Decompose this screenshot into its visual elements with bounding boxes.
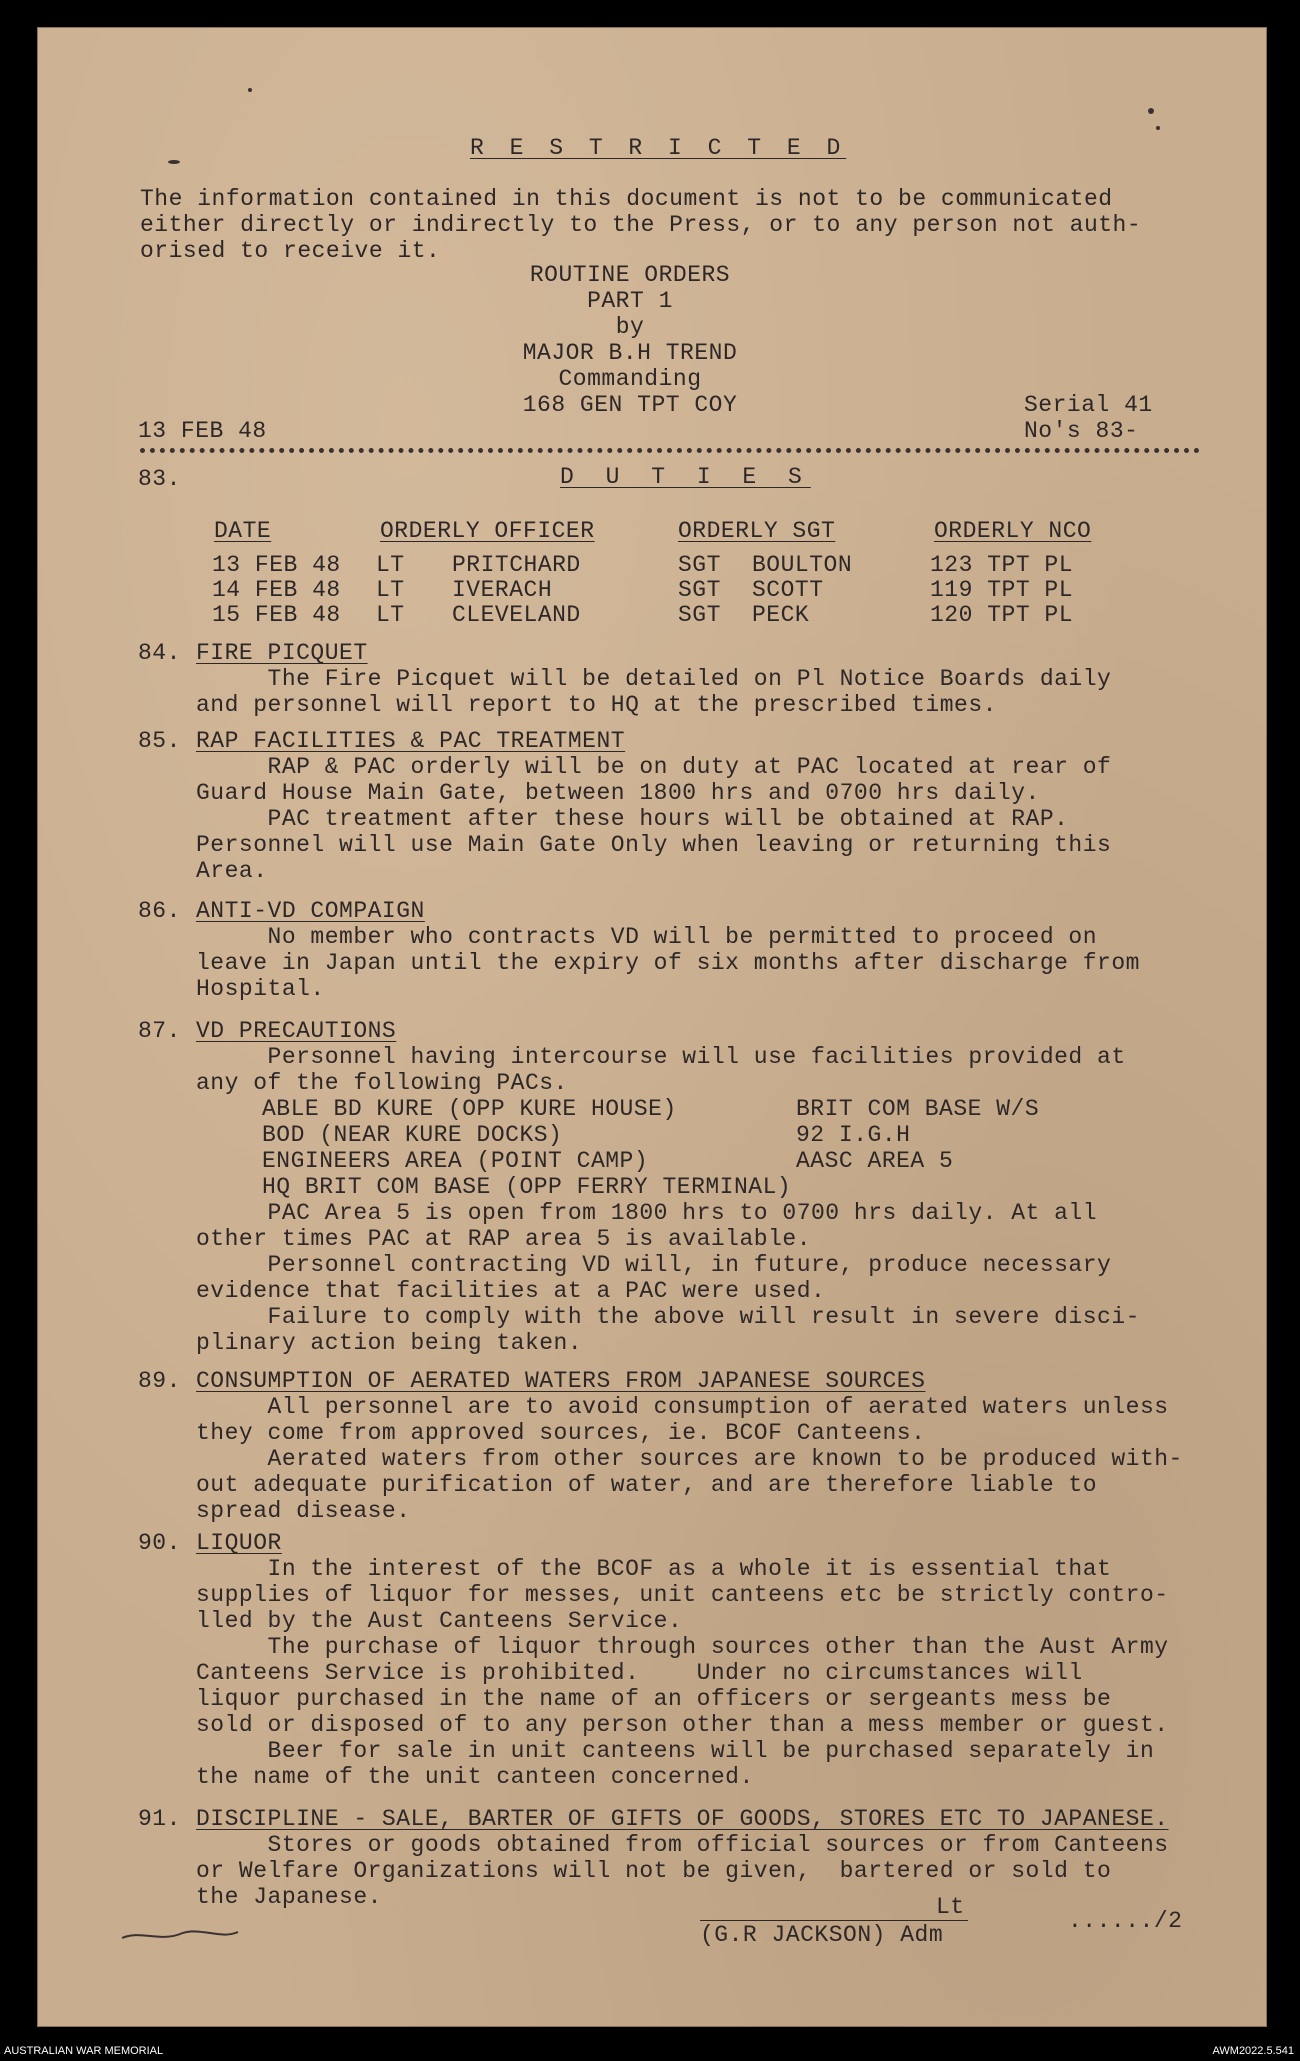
order-90-line: sold or disposed of to any person other than a mess member or guest. [196, 1712, 1169, 1738]
order-86-line: leave in Japan until the expiry of six months after discharge from [196, 950, 1140, 976]
order-90-line: supplies of liquor for messes, unit canteens etc be strictly contro- [196, 1582, 1169, 1608]
order-87-line: evidence that facilities at a PAC were used. [196, 1278, 826, 1304]
archive-reference: AWM2022.5.541 [1212, 2045, 1294, 2057]
order-heading-aerated-waters: CONSUMPTION OF AERATED WATERS FROM JAPANESE SOURCES [196, 1368, 926, 1394]
duties-cell: PRITCHARD [452, 552, 581, 578]
order-heading-discipline: DISCIPLINE - SALE, BARTER OF GIFTS OF GOODS, STORES ETC TO JAPANESE. [196, 1806, 1169, 1832]
title-line-5: Commanding [558, 366, 702, 392]
order-87-line: any of the following PACs. [196, 1070, 568, 1096]
order-date: 13 FEB 48 [138, 418, 267, 444]
pac-location: BRIT COM BASE W/S [796, 1096, 1040, 1122]
duties-cell: SGT [678, 602, 721, 628]
order-89-line: All personnel are to avoid consumption of aerated waters unless [196, 1394, 1169, 1420]
duties-cell: 120 TPT PL [930, 602, 1074, 628]
duties-col-header: ORDERLY OFFICER [380, 518, 595, 544]
pac-location: BOD (NEAR KURE DOCKS) [262, 1122, 563, 1148]
duties-cell: 14 FEB 48 [212, 577, 341, 603]
notice-line-3: orised to receive it. [140, 238, 441, 264]
order-89-line: Aerated waters from other sources are known to be produced with- [196, 1446, 1183, 1472]
order-91-line: or Welfare Organizations will not be given, bartered or sold to [196, 1858, 1112, 1884]
dotted-separator [140, 448, 1200, 463]
order-heading-vd-precautions: VD PRECAUTIONS [196, 1018, 397, 1044]
order-90-line: In the interest of the BCOF as a whole it is essential that [196, 1556, 1112, 1582]
duties-heading: D U T I E S [560, 464, 811, 490]
order-85-line: PAC treatment after these hours will be obtained at RAP. [196, 806, 1069, 832]
order-89-line: spread disease. [196, 1498, 411, 1524]
order-number-83: 83. [138, 466, 181, 492]
pac-location: ENGINEERS AREA (POINT CAMP) [262, 1148, 649, 1174]
archive-credit: AUSTRALIAN WAR MEMORIAL [4, 2045, 164, 2057]
duties-cell: SGT [678, 552, 721, 578]
pac-location: HQ BRIT COM BASE (OPP FERRY TERMINAL) [262, 1174, 792, 1200]
duties-cell: LT [376, 602, 405, 628]
title-line-4: MAJOR B.H TREND [522, 340, 738, 366]
order-90-line: liquor purchased in the name of an officers or sergeants mess be [196, 1686, 1112, 1712]
serial-number: Serial 41 [1024, 392, 1153, 418]
ink-spot [1156, 126, 1160, 130]
duties-cell: BOULTON [752, 552, 853, 578]
duties-cell: SCOTT [752, 577, 824, 603]
title-line-6: 168 GEN TPT COY [522, 392, 738, 418]
ink-spot [168, 160, 180, 164]
order-87-line: plinary action being taken. [196, 1330, 583, 1356]
order-84-line: and personnel will report to HQ at the prescribed times. [196, 692, 997, 718]
title-line-3: by [615, 314, 645, 340]
duties-cell: CLEVELAND [452, 602, 581, 628]
order-heading-anti-vd: ANTI-VD COMPAIGN [196, 898, 425, 924]
duties-cell: PECK [752, 602, 810, 628]
signature-rank: Lt [936, 1894, 965, 1920]
order-heading-fire-picquet: FIRE PICQUET [196, 640, 368, 666]
pac-location: AASC AREA 5 [796, 1148, 954, 1174]
order-85-line: Area. [196, 858, 268, 884]
order-number-91: 91. [138, 1806, 181, 1832]
restricted-heading: R E S T R I C T E D [470, 135, 847, 161]
duties-cell: SGT [678, 577, 721, 603]
ink-spot [248, 88, 252, 92]
order-89-line: they come from approved sources, ie. BCOF Canteens. [196, 1420, 926, 1446]
title-line-2: PART 1 [587, 288, 673, 314]
order-numbers: No's 83- [1024, 418, 1139, 444]
order-86-line: No member who contracts VD will be permitted to proceed on [196, 924, 1098, 950]
order-number-84: 84. [138, 640, 181, 666]
duties-cell: IVERACH [452, 577, 553, 603]
order-90-line: Canteens Service is prohibited. Under no circumstances will [196, 1660, 1083, 1686]
order-heading-rap-facilities: RAP FACILITIES & PAC TREATMENT [196, 728, 626, 754]
pac-location: ABLE BD KURE (OPP KURE HOUSE) [262, 1096, 677, 1122]
order-number-86: 86. [138, 898, 181, 924]
duties-col-header: DATE [214, 518, 272, 544]
order-89-line: out adequate purification of water, and are therefore liable to [196, 1472, 1098, 1498]
order-84-line: The Fire Picquet will be detailed on Pl Notice Boards daily [196, 666, 1112, 692]
duties-col-header: ORDERLY SGT [678, 518, 836, 544]
order-85-line: Personnel will use Main Gate Only when leaving or returning this [196, 832, 1112, 858]
order-90-line: Beer for sale in unit canteens will be purchased separately in [196, 1738, 1155, 1764]
order-91-line: Stores or goods obtained from official sources or from Canteens [196, 1832, 1169, 1858]
order-87-line: Personnel having intercourse will use facilities provided at [196, 1044, 1126, 1070]
order-number-87: 87. [138, 1018, 181, 1044]
signature-name: (G.R JACKSON) Adm [700, 1922, 944, 1948]
ink-spot [1148, 108, 1154, 114]
order-90-line: lled by the Aust Canteens Service. [196, 1608, 683, 1634]
duties-cell: LT [376, 552, 405, 578]
duties-cell: LT [376, 577, 405, 603]
duties-col-header: ORDERLY NCO [934, 518, 1092, 544]
order-85-line: RAP & PAC orderly will be on duty at PAC located at rear of [196, 754, 1112, 780]
order-85-line: Guard House Main Gate, between 1800 hrs and 0700 hrs daily. [196, 780, 1040, 806]
order-90-line: the name of the unit canteen concerned. [196, 1764, 754, 1790]
continued-marker: ....../2 [1068, 1908, 1183, 1934]
order-87-line: Failure to comply with the above will result in severe disci- [196, 1304, 1140, 1330]
order-87-line: other times PAC at RAP area 5 is available. [196, 1226, 811, 1252]
duties-cell: 13 FEB 48 [212, 552, 341, 578]
order-91-line: the Japanese. [196, 1884, 382, 1910]
order-87-line: PAC Area 5 is open from 1800 hrs to 0700 hrs daily. At all [196, 1200, 1098, 1226]
order-86-line: Hospital. [196, 976, 325, 1002]
pac-location: 92 I.G.H [796, 1122, 911, 1148]
notice-line-2: either directly or indirectly to the Press, or to any person not auth- [140, 212, 1142, 238]
order-number-85: 85. [138, 728, 181, 754]
title-line-1: ROUTINE ORDERS [529, 262, 731, 288]
duties-cell: 123 TPT PL [930, 552, 1074, 578]
ink-scribble [120, 1924, 240, 1946]
signature-line [700, 1920, 968, 1921]
order-90-line: The purchase of liquor through sources other than the Aust Army [196, 1634, 1169, 1660]
notice-line-1: The information contained in this document is not to be communicated [140, 186, 1113, 212]
order-number-89: 89. [138, 1368, 181, 1394]
order-heading-liquor: LIQUOR [196, 1530, 282, 1556]
duties-cell: 15 FEB 48 [212, 602, 341, 628]
order-number-90: 90. [138, 1530, 181, 1556]
duties-cell: 119 TPT PL [930, 577, 1074, 603]
order-87-line: Personnel contracting VD will, in future, produce necessary [196, 1252, 1112, 1278]
